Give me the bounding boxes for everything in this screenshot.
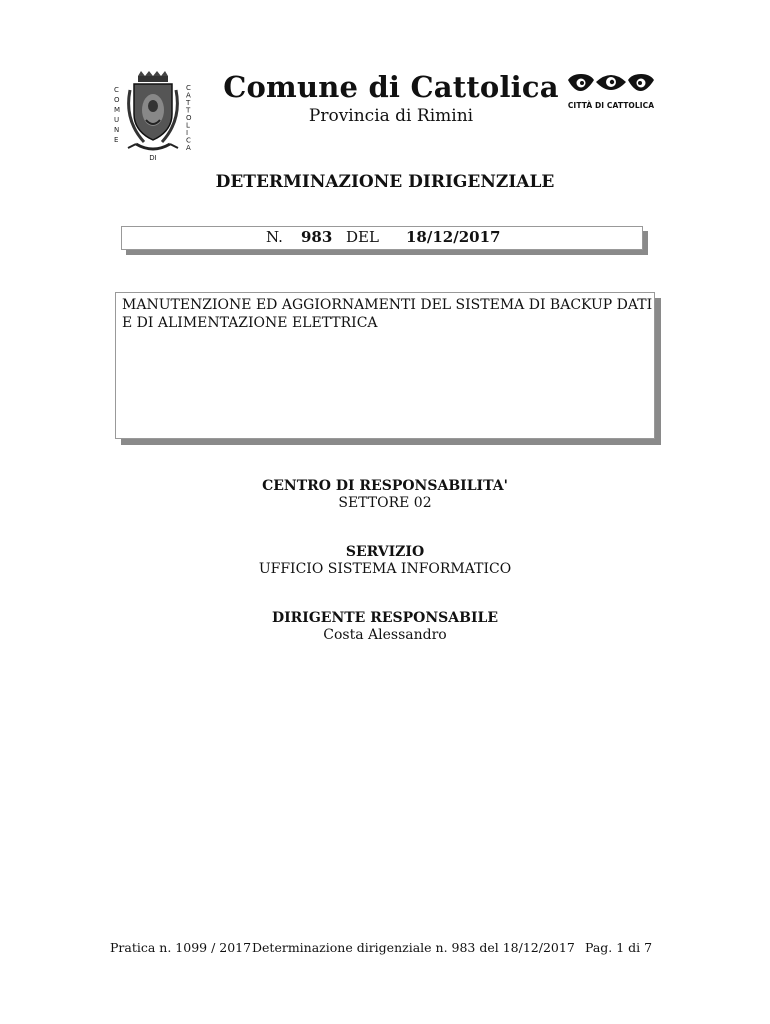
document-object	[122, 296, 656, 332]
crest-letter: O	[114, 96, 120, 104]
crest-letter: A	[186, 144, 191, 152]
crest-letter: I	[186, 129, 189, 137]
crest-letter: T	[186, 106, 191, 115]
crest-letter: C	[186, 136, 191, 145]
document-date: 18/12/2017	[406, 228, 501, 246]
centro-label: CENTRO DI RESPONSABILITA'	[262, 478, 508, 494]
dirigente-value: Costa Alessandro	[323, 627, 447, 643]
logo-text: CITTÀ DI CATTOLICA	[567, 101, 655, 110]
number-label: N.	[266, 228, 283, 246]
crest-letter: N	[114, 126, 120, 134]
crest-letter: A	[186, 91, 191, 100]
svg-text:DI: DI	[149, 154, 157, 162]
document-number: 983	[301, 228, 333, 246]
page-title: Comune di Cattolica	[223, 70, 559, 104]
crest-letter: E	[114, 136, 119, 144]
footer-pratica: Pratica n. 1099 / 2017	[110, 940, 252, 955]
crest-letter: T	[186, 99, 191, 107]
footer-determinazione: Determinazione dirigenziale n. 983 del 18/12/2017	[252, 940, 575, 955]
crest-letter: C	[114, 86, 119, 94]
crest-letter: U	[114, 116, 120, 124]
crest-letter: M	[114, 106, 121, 114]
object-line-2: E DI ALIMENTAZIONE ELETTRICA	[122, 315, 378, 331]
date-label: DEL	[346, 228, 379, 246]
document-type: DETERMINAZIONE DIRIGENZIALE	[215, 172, 555, 192]
servizio-value: UFFICIO SISTEMA INFORMATICO	[258, 561, 512, 577]
document-number-row	[121, 226, 641, 248]
crest-letter: L	[186, 121, 190, 130]
servizio-label: SERVIZIO	[345, 544, 425, 560]
dirigente-label: DIRIGENTE RESPONSABILE	[271, 610, 499, 626]
object-line-1: MANUTENZIONE ED AGGIORNAMENTI DEL SISTEMA DI BACKUP DATI	[122, 297, 653, 313]
centro-value: SETTORE 02	[338, 495, 432, 511]
crest-letter: O	[186, 114, 192, 122]
crest-letter: C	[186, 84, 191, 92]
page-subtitle: Provincia di Rimini	[308, 106, 474, 126]
footer-page-number: Pag. 1 di 7	[585, 940, 653, 955]
